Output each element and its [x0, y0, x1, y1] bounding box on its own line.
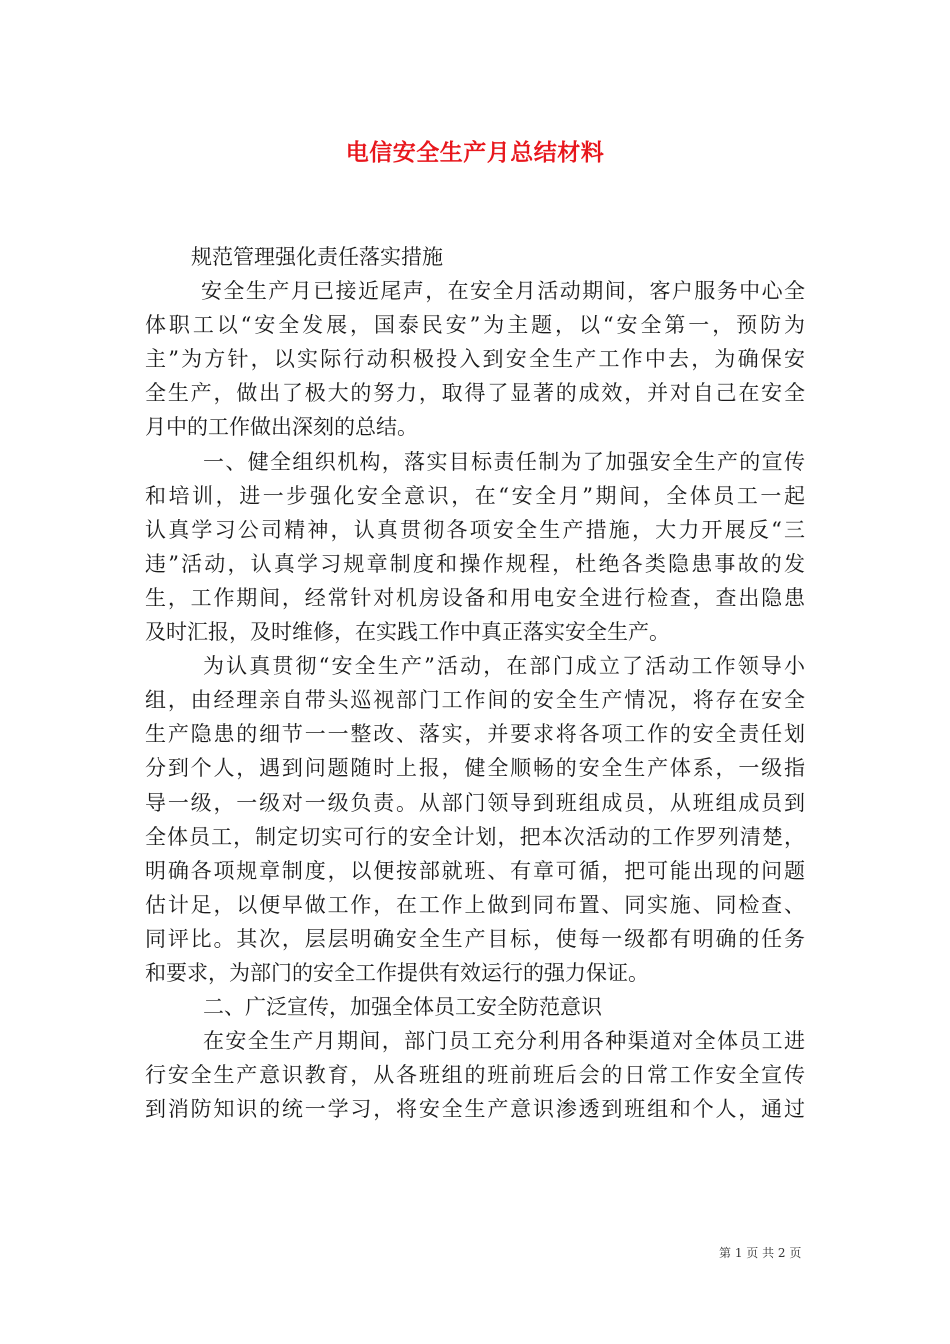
page-number: 第 1 页 共 2 页	[719, 1246, 802, 1260]
paragraph-line: 生产隐患的细节一一整改、落实，并要求将各项工作的安全责任划	[145, 722, 805, 747]
paragraph-line: 同评比。其次，层层明确安全生产目标，使每一级都有明确的任务	[145, 926, 805, 951]
document-body	[145, 240, 805, 1126]
section-heading: 规范管理强化责任落实措施	[191, 245, 443, 269]
paragraph-line: 全体员工，制定切实可行的安全计划，把本次活动的工作罗列清楚，	[145, 824, 805, 849]
paragraph-line: 行安全生产意识教育，从各班组的班前班后会的日常工作安全宣传	[145, 1063, 805, 1088]
paragraph-line: 违”活动，认真学习规章制度和操作规程，杜绝各类隐患事故的发	[145, 551, 805, 576]
paragraph-line: 安全生产月已接近尾声，在安全月活动期间，客户服务中心全	[201, 279, 805, 304]
section-heading: 二、广泛宣传，加强全体员工安全防范意识	[203, 995, 602, 1020]
paragraph-line: 为认真贯彻“安全生产”活动，在部门成立了活动工作领导小	[203, 654, 805, 679]
paragraph-line: 一、健全组织机构，落实目标责任制为了加强安全生产的宣传	[203, 449, 805, 474]
document-title: 电信安全生产月总结材料	[345, 140, 605, 166]
paragraph-line: 及时汇报，及时维修，在实践工作中真正落实安全生产。	[145, 620, 670, 645]
paragraph-line: 明确各项规章制度，以便按部就班、有章可循，把可能出现的问题	[145, 858, 805, 883]
paragraph-line: 体职工以“安全发展，国泰民安”为主题，以“安全第一，预防为	[145, 313, 805, 338]
paragraph-line: 和培训，进一步强化安全意识，在“安全月”期间，全体员工一起	[145, 483, 805, 508]
paragraph-line: 生，工作期间，经常针对机房设备和用电安全进行检查，查出隐患	[145, 585, 805, 610]
paragraph-line: 主”为方针，以实际行动积极投入到安全生产工作中去，为确保安	[145, 347, 805, 372]
paragraph-line: 月中的工作做出深刻的总结。	[145, 415, 418, 440]
paragraph-line: 导一级，一级对一级负责。从部门领导到班组成员，从班组成员到	[145, 790, 805, 815]
paragraph-line: 估计足，以便早做工作，在工作上做到同布置、同实施、同检查、	[145, 892, 805, 917]
paragraph-line: 认真学习公司精神，认真贯彻各项安全生产措施，大力开展反“三	[145, 517, 805, 542]
paragraph-line: 全生产，做出了极大的努力，取得了显著的成效，并对自己在安全	[145, 381, 805, 406]
paragraph-line: 和要求，为部门的安全工作提供有效运行的强力保证。	[145, 960, 649, 985]
paragraph-line: 组，由经理亲自带头巡视部门工作间的安全生产情况，将存在安全	[145, 688, 805, 713]
paragraph-line: 分到个人，遇到问题随时上报，健全顺畅的安全生产体系，一级指	[145, 756, 805, 781]
paragraph-line: 在安全生产月期间，部门员工充分利用各种渠道对全体员工进	[203, 1029, 805, 1054]
paragraph-line: 到消防知识的统一学习，将安全生产意识渗透到班组和个人，通过	[145, 1097, 805, 1122]
